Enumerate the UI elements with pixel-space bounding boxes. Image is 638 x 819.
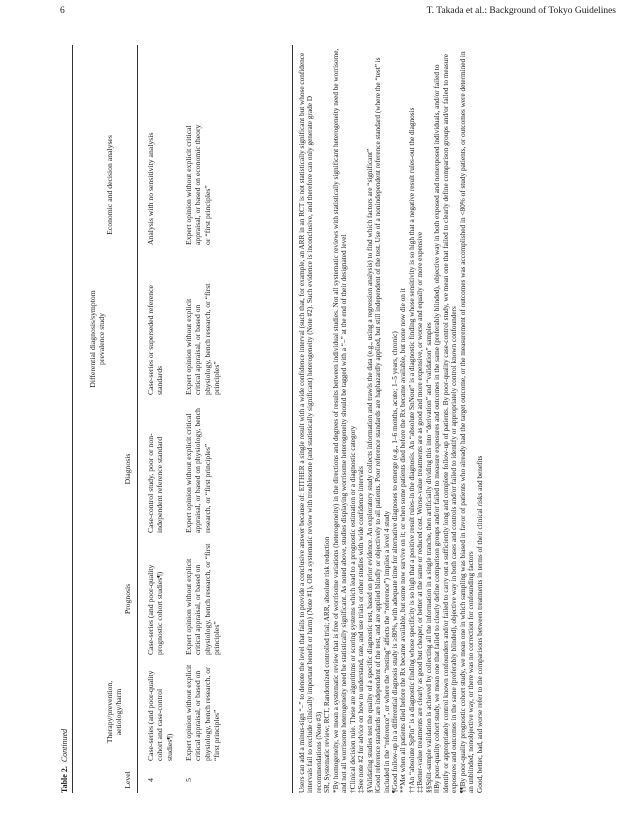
col-header-therapy: Therapy/prevention, aetiology/harm <box>105 680 124 744</box>
col-header-prognosis: Prognosis <box>123 583 132 615</box>
cell-economic: Analysis with no sensitivity analysis <box>146 132 155 245</box>
caption-continued: Continued <box>60 728 69 763</box>
rotated-table-block <box>60 45 580 805</box>
footnote: Good, better, bad, and worse refer to the comparisons between treatments in terms of their clinical risks and benefits <box>475 455 484 793</box>
row-level: 5 <box>184 778 193 782</box>
footnote: ‖Good reference standards are independent of the test, and are applied blindly or objectively to all patients. Poor reference standards are haphazardly applied, but still independent of the test. Use of a nonindependent reference standard (where the “test” is included in the “reference”, or where the “testing” affects the “reference”) implies a level 4 study <box>374 57 391 793</box>
footnote: *By homogeneity, we mean a systematic review that is free of worrisome variations (heterogeneity) in the directions and degrees of results between individual studies. Not all systematic reviews with statistically significant heterogeneity need be worrisome, and not all worrisome heterogeneity need be statistically significant. As noted above, studies displaying worrisome heterogeneity should be tagged with a “–” at the end of their designated level <box>331 48 349 793</box>
col-header-diagnosis: Diagnosis <box>123 453 132 485</box>
rule-header <box>137 45 138 793</box>
footnote: ¶Good follow-up in a differential diagnosis study is ≥80%, with adequate time for alternative diagnoses to emerge (e.g., 1–6 months, acute; 1–5 years, chronic) <box>390 331 399 793</box>
rule-top <box>72 45 73 793</box>
footnote: ††An “absolute SpPin” is a diagnostic finding whose specificity is so high that a positive result rules-in the diagnosis. An “absolute SnNout” is a diagnostic finding whose sensitivity is so high that a negative result rules-out the diagnosis <box>407 107 416 793</box>
footnote: ‡See note #2 for advice on how to understand, rate, and use trials or other studies with wide confidence intervals <box>357 466 366 793</box>
col-header-economic: Economic and decision analyses <box>105 135 114 235</box>
footnote: §Validating studies test the quality of a specific diagnostic test, based on prior evidence. An exploratory study collects information and trawls the data (e.g., using a regression analysis) to find which factors are “significant” <box>365 148 374 793</box>
col-header-differential: Differential diagnosis/symptom prevalence study <box>88 290 107 388</box>
footnote: ¶¶By poor-quality prognostic cohort study, we mean one in which sampling was biased in favor of patients who already had the target outcome, or the measurement of outcomes was accomplished in <80% of study patients, or outcomes were determined in an unblinded, nonobjective way, or there was no correction for confounding factors <box>458 51 476 793</box>
table-footnotes <box>298 45 484 793</box>
footnote: SR, Systematic review; RCT, Randomized controlled trial; ARR, absolute risk reduction <box>323 536 332 793</box>
running-title: T. Takada et al.: Background of Tokyo Guidelines <box>426 6 616 16</box>
table-caption <box>60 729 69 793</box>
cell-prognosis: Case-series (and poor-quality prognostic cohort studies¶) <box>146 564 165 655</box>
cell-diagnosis: Case-control study, poor or non-independent reference standard <box>146 433 165 533</box>
rule-bottom <box>292 45 293 793</box>
col-header-level: Level <box>123 771 132 789</box>
cell-diagnosis: Expert opinion without explicit critical appraisal, or based on physiology, bench research, or “first principles” <box>184 408 212 533</box>
footnote: ‖‖By poor-quality cohort study, we mean one that failed to clearly define comparison groups and/or failed to measure exposures and outcomes in the same (preferably blinded), objective way in both exposed and nonexposed individuals, and/or failed to identify or appropriately control known confounders and/or failed to carry out a sufficiently long and complete follow-up of patients. By poor-quality case-control study, we mean one that failed to clearly define comparison groups and/or failed to measure exposures and outcomes in the same (preferably blinded), objective way in both cases and controls and/or failed to identify or appropriately control known confounders <box>433 54 459 793</box>
footnote: **Met when all patients died before the Rx became available, but some now survive on it; or when some patients died before the Rx became available, but none now die on it <box>399 288 408 793</box>
caption-label: Table 2. <box>60 766 69 793</box>
page-number: 6 <box>60 6 65 16</box>
cell-differential: Case-series or superseded reference standards <box>146 285 165 395</box>
cell-differential: Expert opinion without explicit critical appraisal, or based on physiology, bench research, or “first principles” <box>184 283 221 395</box>
footnote: †Clinical decision rule. These are algorithms or scoring systems which lead to a prognostic estimation or a diagnostic category <box>348 425 357 793</box>
cell-prognosis: Expert opinion without explicit critical appraisal, or based on physiology, bench research, or “first principles” <box>184 543 221 655</box>
cell-therapy: Case-series (and poor-quality cohort and case-control studies¶) <box>146 670 174 761</box>
footnote: §§Split-sample validation is achieved by collecting all the information in a single tranche, then artificially dividing this into “derivation” and “validation” samples <box>424 322 433 793</box>
footnote: Users can add a minus-sign “–” to denote the level that fails to provide a conclusive answer because of: EITHER a single result with a wide confidence interval (such that, for example, an ARR in an RCT is not statistically significant but whose confidence intervals fail to exclude clinically important benefit or harm) (Note #1), OR a systematic review with troublesome (and statistically significant) heterogeneity (Note #2). Such evidence is inconclusive, and therefore can only generate grade D recommendations (Note #3) <box>298 52 323 793</box>
row-level: 4 <box>146 778 155 782</box>
cell-economic: Expert opinion without explicit critical appraisal, or based on economic theory or “first principles” <box>184 124 212 245</box>
cell-therapy: Expert opinion without explicit critical appraisal, or based on physiology, bench research, or “first principles” <box>184 664 221 761</box>
footnote: ‡‡Better-value treatments are clearly as good but cheaper, or better at the same or reduced cost. Worse-value treatments are as good and more expensive, or worse and equally or more expensive <box>416 231 425 793</box>
